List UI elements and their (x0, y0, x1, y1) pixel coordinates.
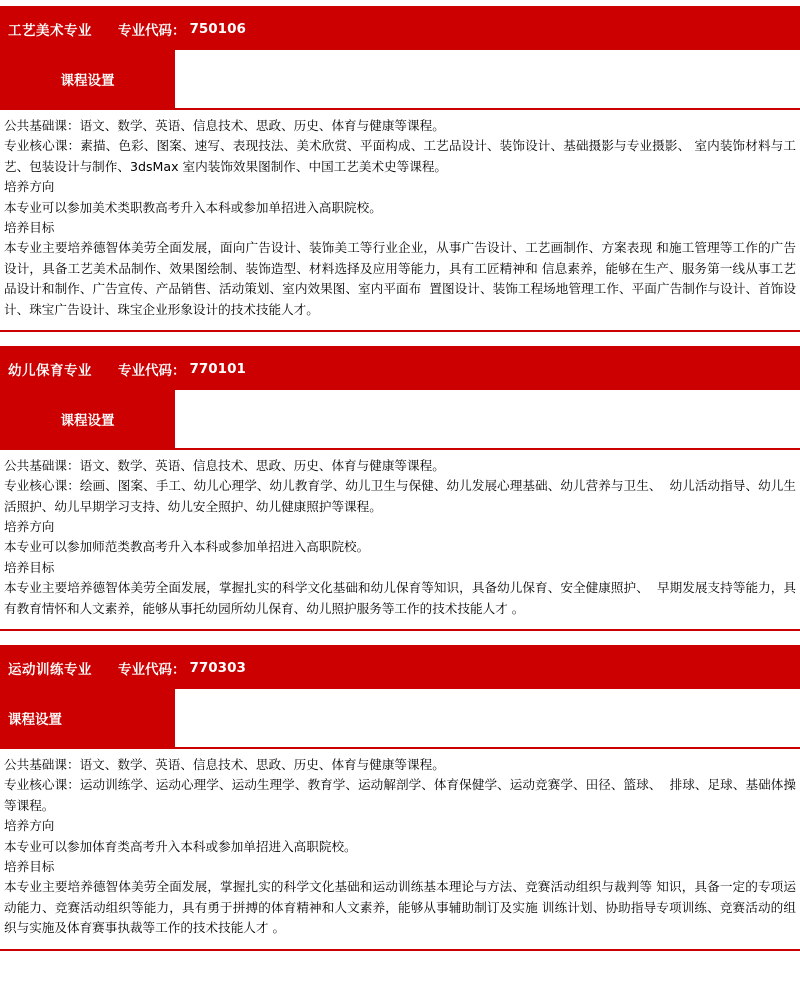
major-name: 幼儿保育专业 (8, 362, 92, 379)
curriculum-header-blank-cell (175, 689, 800, 747)
major-block-sports-training (0, 645, 800, 951)
major-block-craft-art (0, 6, 800, 332)
major-name: 运动训练专业 (8, 662, 92, 679)
major-body (0, 110, 800, 332)
major-title-bar (0, 645, 800, 689)
body-line: 专业核心课：运动训练学、运动心理学、运动生理学、教育学、运动解剖学、体育保健学、运动竞赛学、田径、篮球、 排球、足球、基础体操等课程。 (4, 777, 796, 813)
body-line-heading: 培养目标 (4, 559, 55, 575)
body-line: 本专业主要培养德智体美劳全面发展，掌握扎实的科学文化基础和幼儿保育等知识，具备幼儿保育、安全健康照护、 早期发展支持等能力，具有教育情怀和人文素养，能够从事托幼园所幼儿保育、幼儿照护服务等工作的技术技能人才 。 (4, 580, 796, 616)
curriculum-header-cell: 课程设置 (0, 689, 175, 747)
block-spacer (0, 332, 800, 346)
curriculum-header-blank-cell (175, 50, 800, 108)
major-title-bar (0, 6, 800, 50)
body-line: 公共基础课：语文、数学、英语、信息技术、思政、历史、体育与健康等课程。 (4, 457, 445, 473)
major-code-value: 750106 (189, 21, 246, 37)
body-line: 本专业可以参加体育类高考升入本科或参加单招进入高职院校。 (4, 838, 357, 854)
major-code-label: 专业代码： (118, 362, 186, 379)
curriculum-header-row (0, 390, 800, 450)
body-line-heading: 培养方向 (4, 818, 55, 834)
major-code-value: 770303 (189, 660, 246, 677)
curriculum-header-cell: 课程设置 (0, 50, 175, 108)
major-body (0, 450, 800, 631)
curriculum-header-row (0, 689, 800, 749)
body-line: 公共基础课：语文、数学、英语、信息技术、思政、历史、体育与健康等课程。 (4, 118, 445, 133)
body-line: 本专业主要培养德智体美劳全面发展，面向广告设计、装饰美工等行业企业，从事广告设计、工艺画制作、方案表现 和施工管理等工作的广告设计，具备工艺美术品制作、效果图绘制、装饰造型、材料选择及应用等能力，具有工匠精神和 信息素养，能够在生产、服务第一线从事工艺品设计和制作、广告宣传、产品销售、活动策划、室内效果图、室内平面布 置图设计、装饰工程场地管理工作、平面广告制作与设计、首饰设计、珠宝广告设计、珠宝企业形象设计的技术技能人才。 (4, 240, 796, 317)
body-line-heading: 培养目标 (4, 219, 55, 235)
major-body (0, 749, 800, 951)
body-line: 专业核心课：素描、色彩、图案、速写、表现技法、美术欣赏、平面构成、工艺品设计、装饰设计、基础摄影与专业摄影、 室内装饰材料与工艺、包装设计与制作、3dsMax 室内装饰效果图制作、中国工艺美术史等课程。 (4, 138, 796, 174)
curriculum-header-cell: 课程设置 (0, 390, 175, 448)
major-name: 工艺美术专业 (8, 23, 92, 39)
major-code-value: 770101 (189, 360, 246, 377)
curriculum-header-row (0, 50, 800, 110)
major-code-label: 专业代码： (118, 662, 186, 679)
curriculum-header-blank-cell (175, 390, 800, 448)
block-spacer (0, 631, 800, 645)
body-line-heading: 培养方向 (4, 179, 55, 195)
body-line-heading: 培养目标 (4, 858, 55, 874)
body-line: 专业核心课：绘画、图案、手工、幼儿心理学、幼儿教育学、幼儿卫生与保健、幼儿发展心理基础、幼儿营养与卫生、 幼儿活动指导、幼儿生活照护、幼儿早期学习支持、幼儿安全照护、幼儿健康照护等课程。 (4, 478, 796, 514)
body-line-heading: 培养方向 (4, 519, 55, 535)
major-code-label: 专业代码： (118, 23, 186, 39)
body-line: 本专业可以参加师范类教高考升入本科或参加单招进入高职院校。 (4, 539, 370, 555)
body-line: 本专业可以参加美术类职教高考升入本科或参加单招进入高职院校。 (4, 199, 382, 215)
major-block-childcare (0, 346, 800, 631)
body-line: 本专业主要培养德智体美劳全面发展，掌握扎实的科学文化基础和运动训练基本理论与方法、竞赛活动组织与裁判等 知识，具备一定的专项运动能力、竞赛活动组织等能力，具有勇于拼搏的体育精神和人文素养，能够从事辅助制订及实施 训练计划、协助指导专项训练、竞赛活动的组织与实施及体育赛事执裁等工作的技术技能人才 。 (4, 879, 796, 936)
body-line: 公共基础课：语文、数学、英语、信息技术、思政、历史、体育与健康等课程。 (4, 757, 445, 773)
major-title-bar (0, 346, 800, 390)
